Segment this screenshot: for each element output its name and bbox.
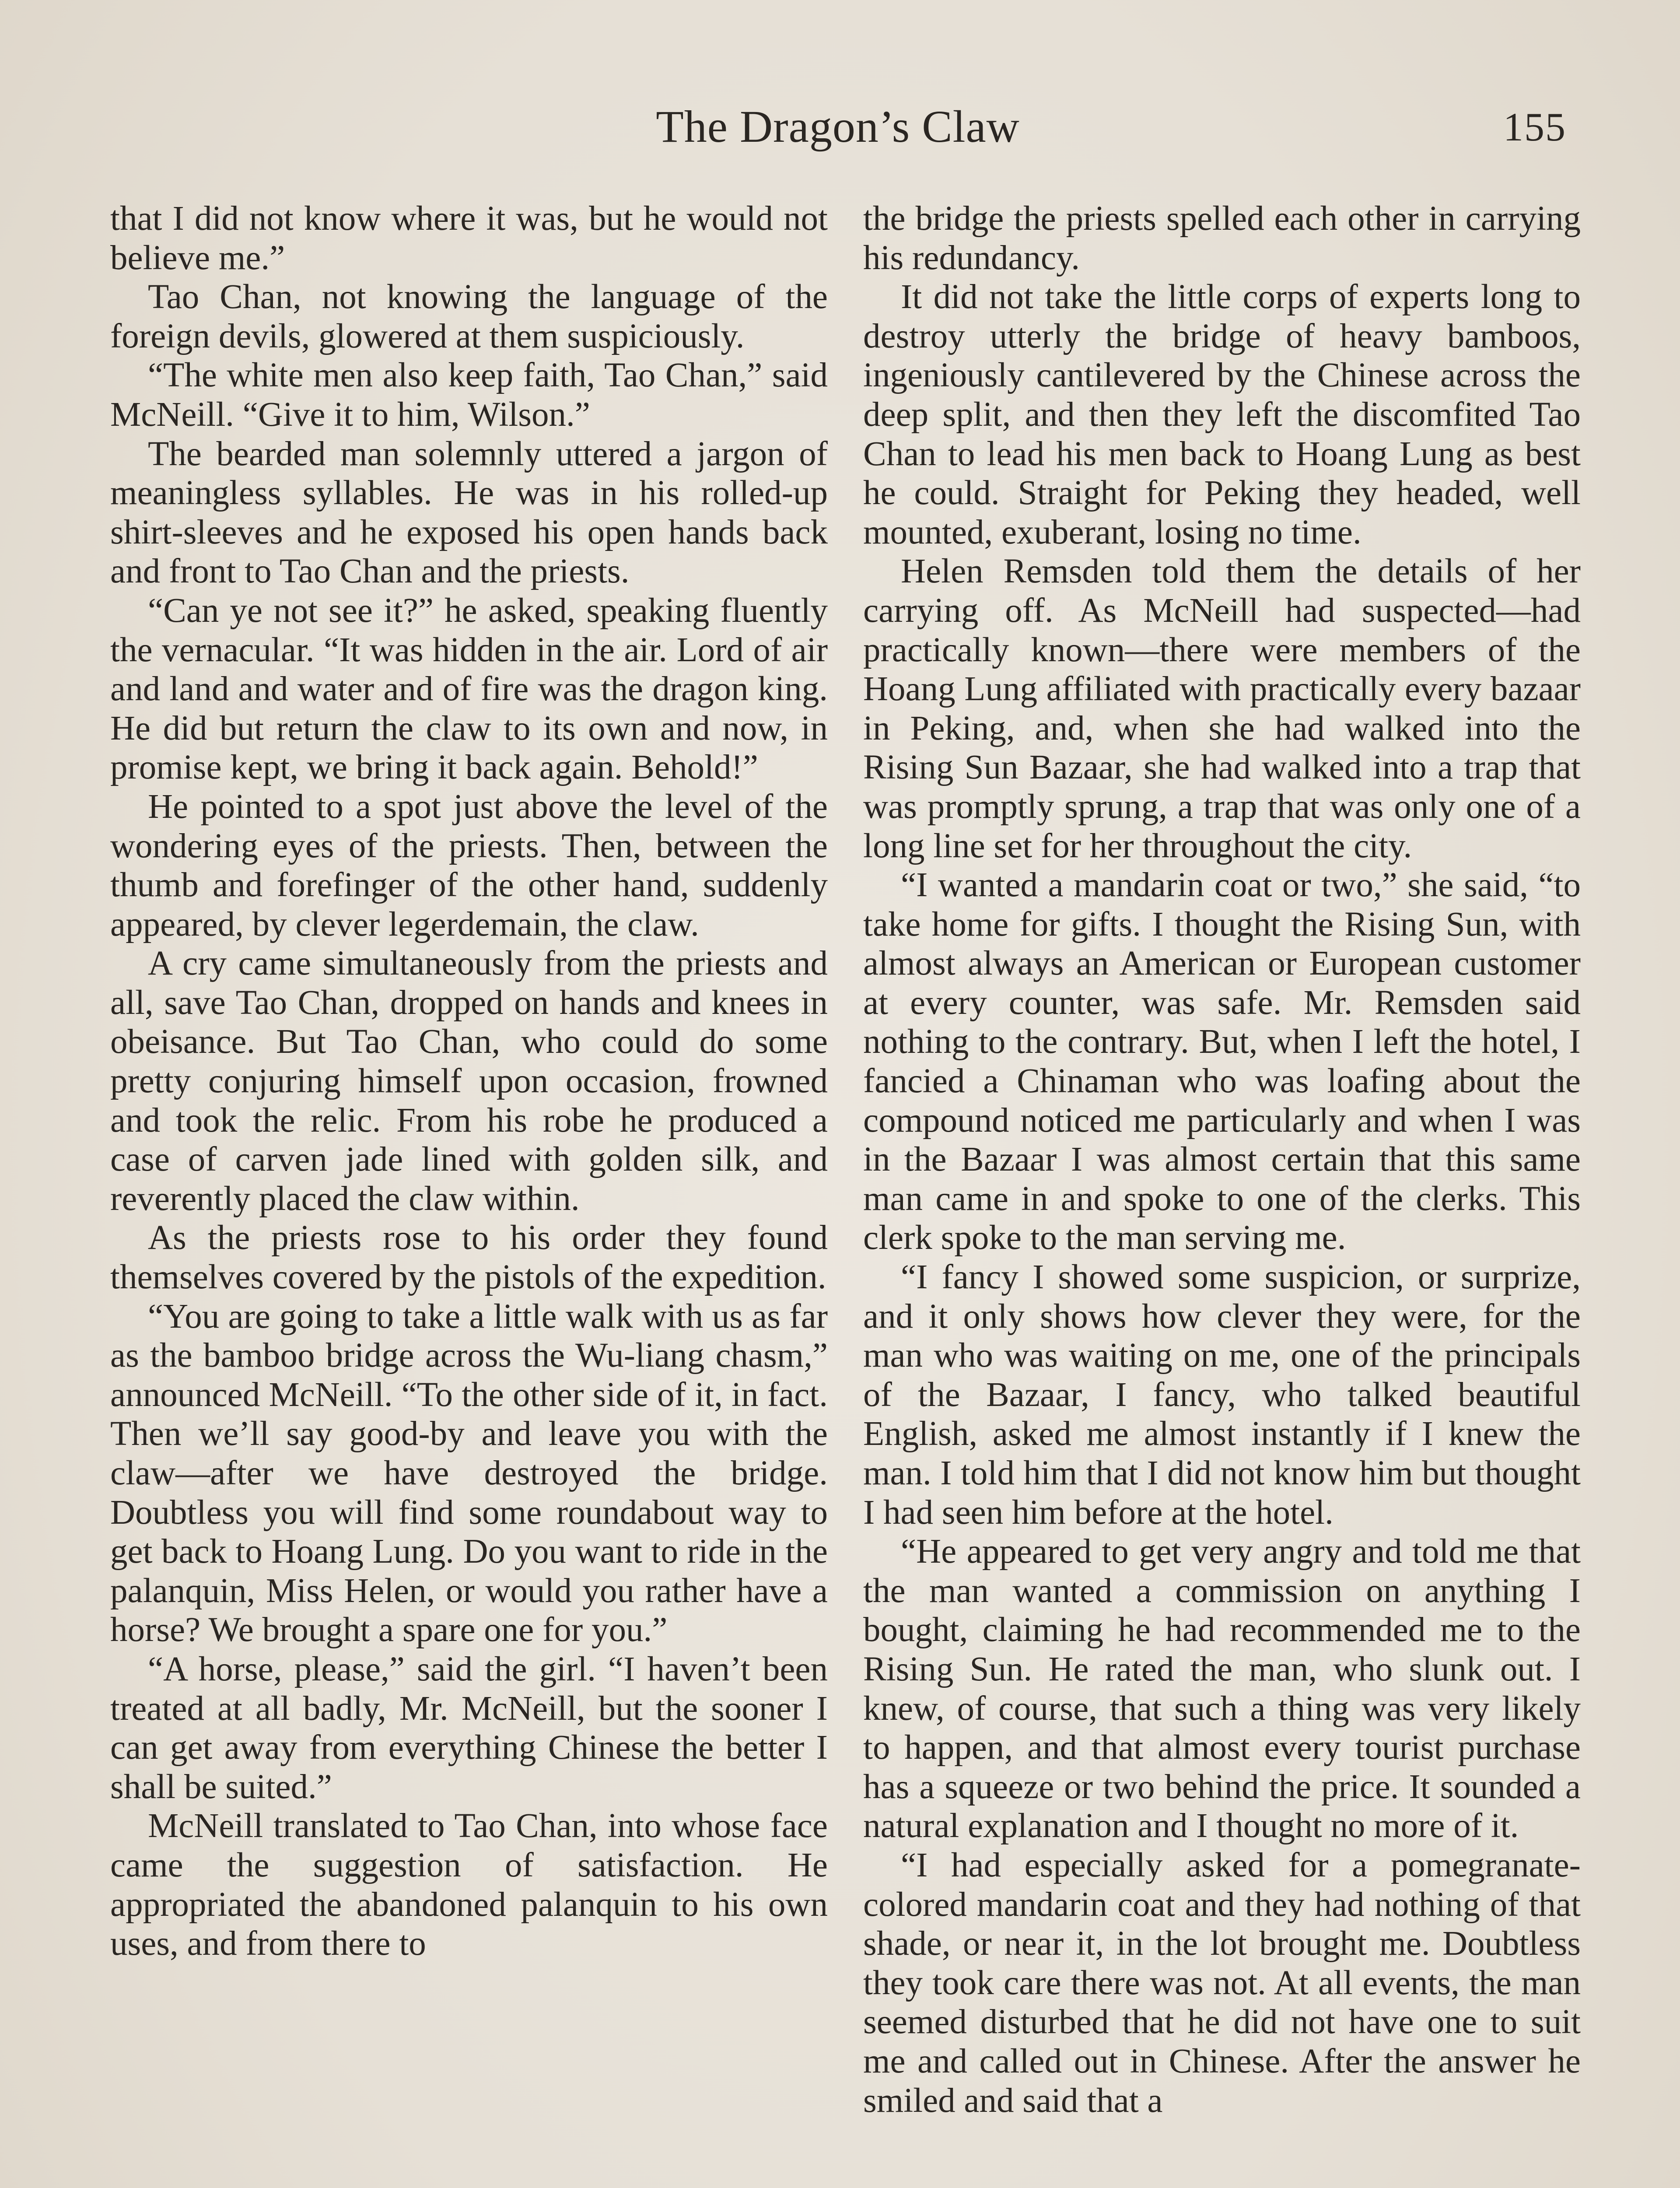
paragraph: that I did not know where it was, but he would not believe me.” [110,200,828,277]
paragraph: “I fancy I showed some suspicion, or surprize, and it only shows how clever they were, for the man who was waiting on me, one of the principals of the Bazaar, I fancy, who talked beautiful English, asked me almost instantly if I knew the man. I told him that I did not know him but thought I had seen him before at the hotel. [863,1258,1581,1532]
paragraph: A cry came simultaneously from the priests and all, save Tao Chan, dropped on hands and knees in obeisance. But Tao Chan, who could do some pretty conjuring himself upon occasion, frowned and took the relic. From his robe he produced a case of carven jade lined with golden silk, and reverently placed the claw within. [110,944,828,1218]
paragraph: He pointed to a spot just above the level of the wondering eyes of the priests. Then, between the thumb and forefinger of the other hand, suddenly appeared, by clever legerdemain, the claw. [110,787,828,943]
paragraph: “A horse, please,” said the girl. “I haven’t been treated at all badly, Mr. McNeill, but the sooner I can get away from everything Chinese the better I shall be suited.” [110,1650,828,1806]
paragraph: “I had especially asked for a pomegranate-colored mandarin coat and they had nothing of that shade, or near it, in the lot brought me. Doubtless they took care there was not. At all events, the man seemed disturbed that he did not have one to suit me and called out in Chinese. After the answer he smiled and said that a [863,1846,1581,2120]
running-header [109,101,1566,153]
paragraph: “I wanted a mandarin coat or two,” she said, “to take home for gifts. I thought the Rising Sun, with almost always an American or European customer at every counter, was safe. Mr. Remsden said nothing to the contrary. But, when I left the hotel, I fancied a Chinaman who was loafing about the compound noticed me particularly and when I was in the Bazaar I was almost certain that this same man came in and spoke to one of the clerks. This clerk spoke to the man serving me. [863,866,1581,1257]
paragraph: the bridge the priests spelled each other in carrying his redundancy. [863,200,1581,277]
paragraph: As the priests rose to his order they found themselves covered by the pistols of the expedition. [110,1219,828,1297]
paragraph: “You are going to take a little walk with us as far as the bamboo bridge across the Wu-liang chasm,” announced McNeill. “To the other side of it, in fact. Then we’ll say good-by and leave you with the claw—after we have destroyed the bridge. Doubtless you will find some roundabout way to get back to Hoang Lung. Do you want to ride in the palanquin, Miss Helen, or would you rather have a horse? We brought a spare one for you.” [110,1297,828,1649]
right-column [863,199,1581,2120]
paragraph: Tao Chan, not knowing the language of the foreign devils, glowered at them suspiciously. [110,278,828,355]
paragraph: It did not take the little corps of experts long to destroy utterly the bridge of heavy bamboos, ingeniously cantilevered by the Chinese across the deep split, and then they left the discomfited Tao Chan to lead his men back to Hoang Lung as best he could. Straight for Peking they headed, well mounted, exuberant, losing no time. [863,278,1581,551]
running-title: The Dragon’s Claw [656,102,1020,152]
page-number: 155 [1503,105,1566,149]
paragraph: “The white men also keep faith, Tao Chan,” said McNeill. “Give it to him, Wilson.” [110,356,828,434]
left-column [110,199,828,1964]
paragraph: McNeill translated to Tao Chan, into whose face came the suggestion of satisfaction. He appropriated the abandoned palanquin to his own uses, and from there to [110,1807,828,1963]
paragraph: The bearded man solemnly uttered a jargon of meaningless syllables. He was in his rolled-up shirt-sleeves and he exposed his open hands back and front to Tao Chan and the priests. [110,435,828,591]
paragraph: “Can ye not see it?” he asked, speaking fluently the vernacular. “It was hidden in the air. Lord of air and land and water and of fire was the dragon king. He did but return the claw to its own and now, in promise kept, we bring it back again. Behold!” [110,591,828,787]
paragraph: “He appeared to get very angry and told me that the man wanted a commission on anything I bought, claiming he had recommended me to the Rising Sun. He rated the man, who slunk out. I knew, of course, that such a thing was very likely to happen, and that almost every tourist purchase has a squeeze or two behind the price. It sounded a natural explanation and I thought no more of it. [863,1532,1581,1845]
paragraph: Helen Remsden told them the details of her carrying off. As McNeill had suspected—had practically known—there were members of the Hoang Lung affiliated with practically every bazaar in Peking, and, when she had walked into the Rising Sun Bazaar, she had walked into a trap that was promptly sprung, a trap that was only one of a long line set for her throughout the city. [863,552,1581,865]
